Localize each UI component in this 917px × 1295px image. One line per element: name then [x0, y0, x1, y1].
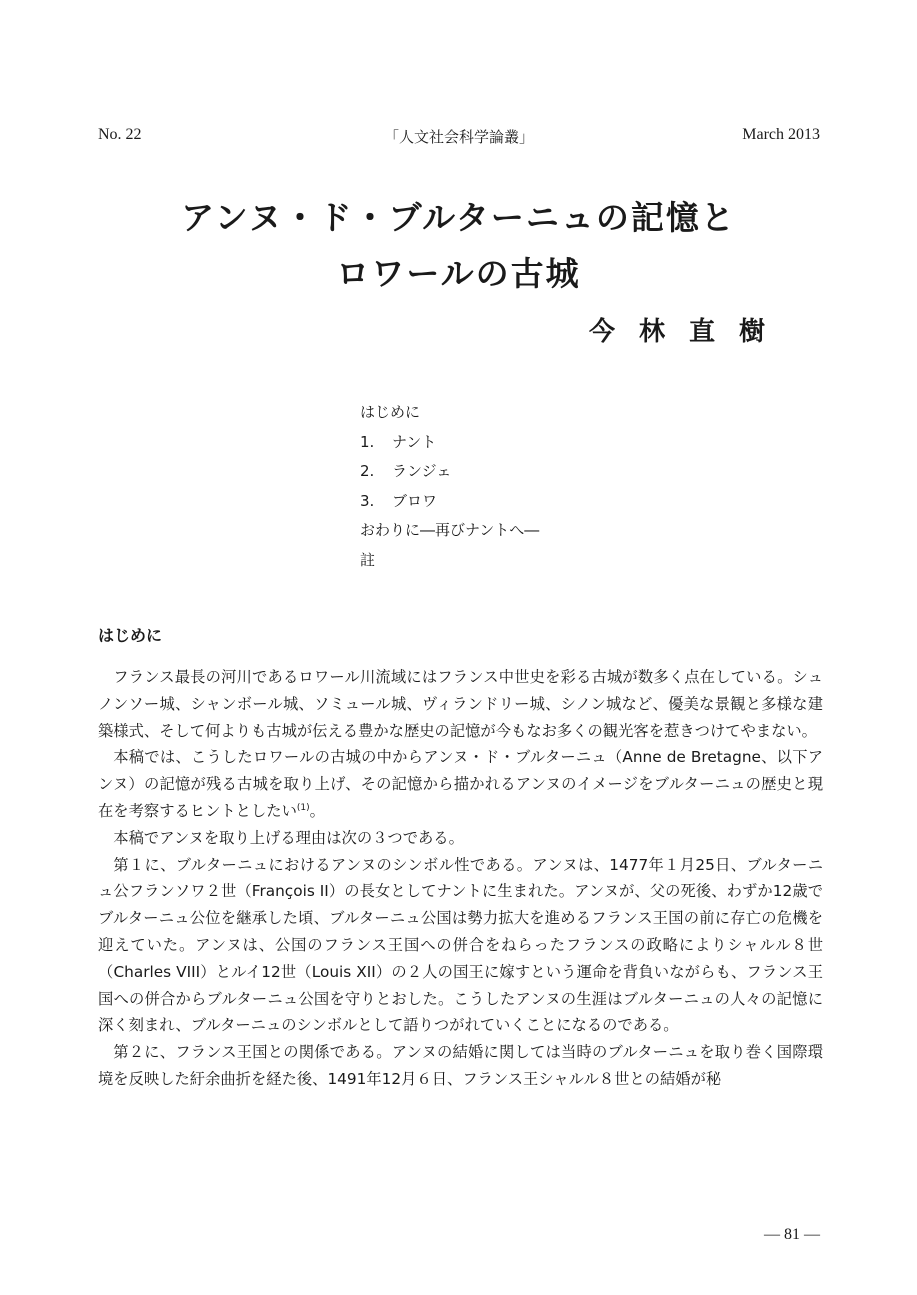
issue-date: March 2013 — [742, 126, 820, 143]
toc-item-label: ナント — [392, 432, 437, 451]
paragraph — [98, 744, 823, 824]
toc-item-label: ランジェ — [392, 462, 452, 480]
issue-number: No. 22 — [98, 126, 142, 143]
paragraph: フランス最長の河川であるロワール川流域にはフランス中世史を彩る古城が数多く点在している。シュノンソー城、シャンボール城、ソミュール城、ヴィランドリー城、シノン城など、優美な景観と多様な建築様式、そして何よりも古城が伝える豊かな歴史の記憶が今もなお多くの観光客を惹きつけてやまない。 — [98, 668, 823, 740]
journal-name: 「人文社会科学論叢」 — [383, 128, 534, 146]
toc-item — [360, 428, 539, 458]
toc-item-intro: はじめに — [360, 403, 421, 421]
title-line-1: アンヌ・ド・ブルターニュの記憶と — [181, 198, 736, 237]
toc-item-number: 1. — [360, 432, 375, 451]
toc-item-label: ブロワ — [392, 491, 438, 510]
article-title — [0, 190, 917, 302]
section-heading: はじめに — [98, 626, 163, 645]
paragraph: 第２に、フランス王国との関係である。アンヌの結婚に関しては当時のブルターニュを取り巻く国際環境を反映した紆余曲折を経た後、1491年12月６日、フランス王シャルル８世との結婚が秘 — [98, 1043, 823, 1088]
title-line-2: ロワールの古城 — [336, 254, 581, 293]
running-header — [98, 126, 820, 150]
toc-item-conclusion: おわりに―再びナントへ― — [360, 521, 540, 539]
body-text — [98, 664, 823, 1093]
toc-item — [360, 457, 539, 487]
toc-item-number: 3. — [360, 491, 375, 510]
table-of-contents — [360, 398, 539, 575]
author-name: 今林直樹 — [588, 317, 789, 347]
paragraph-text: 本稿では、こうしたロワールの古城の中からアンヌ・ド・ブルターニュ（Anne de Bretagne、以下アンヌ）の記憶が残る古城を取り上げ、その記憶から描かれるアンヌのイメージをブルターニュの歴史と現在を考察するヒントとしたい — [98, 748, 823, 820]
toc-item-number: 2. — [360, 462, 375, 480]
paragraph-end: 。 — [309, 801, 325, 820]
toc-item-notes: 註 — [360, 550, 376, 569]
footnote-reference[interactable]: (1) — [296, 802, 310, 813]
paragraph: 第１に、ブルターニュにおけるアンヌのシンボル性である。アンヌは、1477年１月25日、ブルターニュ公フランソワ２世（François II）の長女としてナントに生まれた。アンヌが、父の死後、わずか12歳でブルターニュ公位を継承した頃、ブルターニュ公国は勢力拡大を進めるフランス王国の前に存亡の危機を迎えていた。アンヌは、公国のフランス王国への併合をねらったフランスの政略によりシャルル８世（Charles VIII）とルイ12世（Louis XII）の２人の国王に嫁すという運命を背負いながらも、フランス王国への併合からブルターニュ公国を守りとおした。こうしたアンヌの生涯はブルターニュの人々の記憶に深く刻まれ、ブルターニュのシンボルとして語りつがれていくことになるのである。 — [98, 855, 823, 1035]
toc-item — [360, 487, 539, 517]
paragraph: 本稿でアンヌを取り上げる理由は次の３つである。 — [113, 828, 464, 847]
page-number: ― 81 ― — [764, 1226, 820, 1243]
